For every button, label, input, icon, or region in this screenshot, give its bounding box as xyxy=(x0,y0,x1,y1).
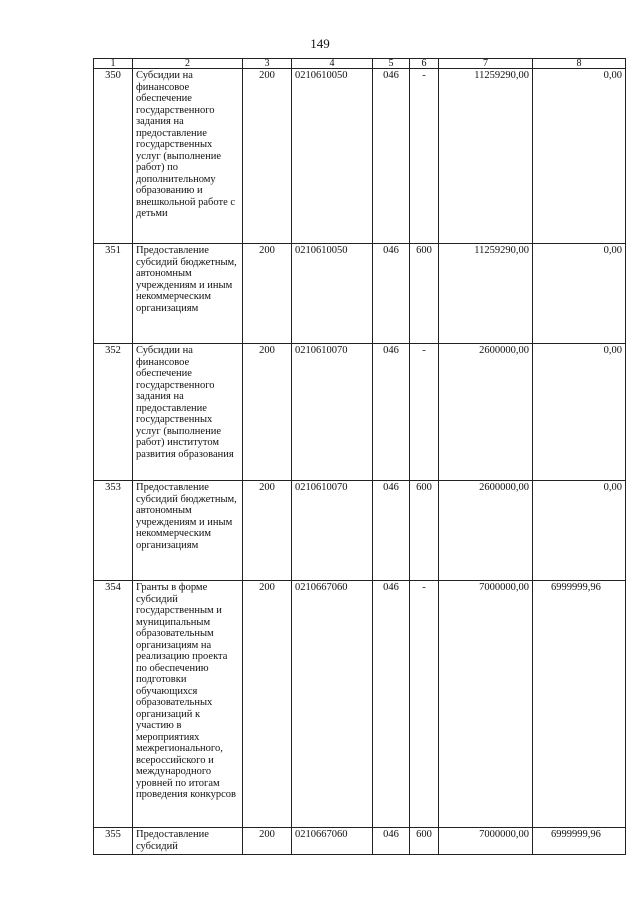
row-number: 352 xyxy=(94,344,133,481)
table-row xyxy=(94,244,626,344)
row-col6: - xyxy=(410,69,439,244)
row-col3: 200 xyxy=(243,244,292,344)
row-col3: 200 xyxy=(243,69,292,244)
row-name: Субсидии на финансовое обеспечение государственного задания на предоставление государственных услуг (выполнение работ) институтом развития образования xyxy=(133,344,243,481)
row-col8: 0,00 xyxy=(533,69,626,244)
row-col5: 046 xyxy=(373,581,410,828)
row-col6: 600 xyxy=(410,828,439,855)
row-col8: 0,00 xyxy=(533,481,626,581)
column-header: 5 xyxy=(373,59,410,69)
row-name: Гранты в форме субсидий государственным и муниципальным образовательным организациям на реализацию проекта по обеспечению подготовки обучающихся образовательных организаций к участию в мероприятиях межрегионального, всероссийского и международного уровней по итогам проведения конкурсов xyxy=(133,581,243,828)
column-header: 7 xyxy=(439,59,533,69)
column-header: 2 xyxy=(133,59,243,69)
table-row xyxy=(94,69,626,244)
row-col5: 046 xyxy=(373,481,410,581)
column-header: 6 xyxy=(410,59,439,69)
row-col8: 6999999,96 xyxy=(533,581,626,828)
row-col4: 0210610050 xyxy=(292,69,373,244)
budget-table xyxy=(93,58,626,855)
row-col4: 0210667060 xyxy=(292,828,373,855)
row-col3: 200 xyxy=(243,581,292,828)
row-col4: 0210610050 xyxy=(292,244,373,344)
table-row xyxy=(94,581,626,828)
row-col8: 0,00 xyxy=(533,344,626,481)
row-name: Предоставление субсидий xyxy=(133,828,243,855)
table-row xyxy=(94,481,626,581)
row-col7: 2600000,00 xyxy=(439,344,533,481)
row-col6: 600 xyxy=(410,244,439,344)
row-name: Субсидии на финансовое обеспечение государственного задания на предоставление государственных услуг (выполнение работ) по дополнительному образованию и внешкольной работе с детьми xyxy=(133,69,243,244)
row-number: 353 xyxy=(94,481,133,581)
page-number: 149 xyxy=(310,36,330,51)
row-col8: 6999999,96 xyxy=(533,828,626,855)
row-col5: 046 xyxy=(373,69,410,244)
row-col7: 7000000,00 xyxy=(439,581,533,828)
row-col8: 0,00 xyxy=(533,244,626,344)
table-row xyxy=(94,344,626,481)
row-col5: 046 xyxy=(373,828,410,855)
row-col5: 046 xyxy=(373,244,410,344)
row-col6: - xyxy=(410,581,439,828)
table-row xyxy=(94,828,626,855)
row-col3: 200 xyxy=(243,481,292,581)
row-col5: 046 xyxy=(373,344,410,481)
row-name: Предоставление субсидий бюджетным, автономным учреждениям и иным некоммерческим организациям xyxy=(133,481,243,581)
row-number: 350 xyxy=(94,69,133,244)
column-header: 1 xyxy=(94,59,133,69)
table-header-row xyxy=(94,59,626,69)
row-col7: 7000000,00 xyxy=(439,828,533,855)
row-number: 355 xyxy=(94,828,133,855)
row-col7: 2600000,00 xyxy=(439,481,533,581)
row-col3: 200 xyxy=(243,828,292,855)
row-col3: 200 xyxy=(243,344,292,481)
row-col7: 11259290,00 xyxy=(439,69,533,244)
row-col4: 0210610070 xyxy=(292,481,373,581)
column-header: 8 xyxy=(533,59,626,69)
column-header: 3 xyxy=(243,59,292,69)
row-number: 351 xyxy=(94,244,133,344)
row-col6: 600 xyxy=(410,481,439,581)
row-name: Предоставление субсидий бюджетным, автономным учреждениям и иным некоммерческим организациям xyxy=(133,244,243,344)
row-number: 354 xyxy=(94,581,133,828)
row-col4: 0210610070 xyxy=(292,344,373,481)
row-col6: - xyxy=(410,344,439,481)
column-header: 4 xyxy=(292,59,373,69)
row-col7: 11259290,00 xyxy=(439,244,533,344)
row-col4: 0210667060 xyxy=(292,581,373,828)
